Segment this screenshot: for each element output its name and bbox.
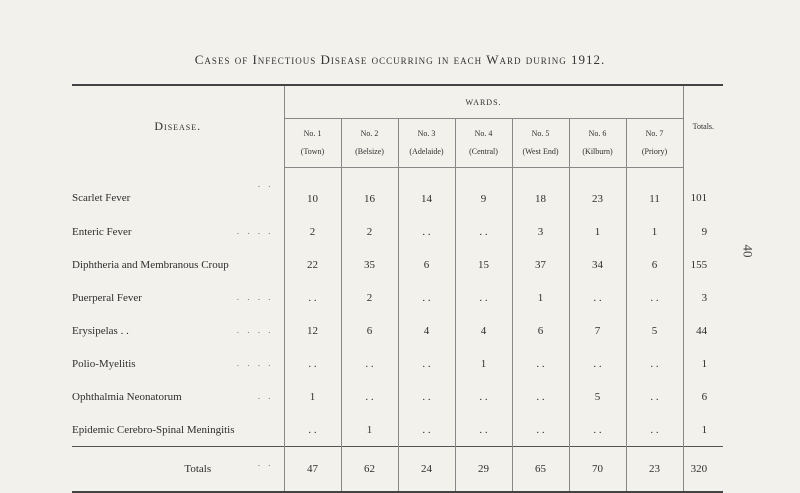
ward-value-cell: . . [455,380,512,413]
ward-value-cell: 6 [512,314,569,347]
row-total-cell: 155 [690,258,708,271]
ward-value-cell: . . [512,413,569,447]
table-row [72,281,723,314]
ward-value-cell: . . [626,347,683,380]
ward-value-cell: 1 [455,347,512,380]
disease-column-header: Disease. [72,85,284,168]
row-total-cell: 101 [690,192,708,205]
disease-name-cell [72,413,284,447]
disease-name: Scarlet Fever [72,192,131,205]
ward-value-cell: . . [626,413,683,447]
leader-dots: . . . . [236,226,274,236]
totals-column-header: Totals. [692,122,715,132]
ward-value-cell: . . [455,215,512,248]
disease-name: Puerperal Fever [72,291,142,304]
ward-column-header [284,119,341,168]
table-row [72,248,723,281]
row-total-cell: 320 [683,447,723,493]
ward-value-cell: 29 [455,447,512,493]
ward-value-cell: 11 [626,168,683,216]
ward-value-cell: 24 [398,447,455,493]
ward-number: No. 6 [588,129,607,138]
ward-name: (Town) [300,147,325,156]
ward-number: No. 3 [417,129,436,138]
totals-row [72,447,723,493]
disease-name-cell [72,347,284,380]
disease-name-cell [72,168,284,216]
ward-value-cell: . . [284,413,341,447]
ward-value-cell: . . [455,281,512,314]
ward-number: No. 2 [360,129,379,138]
ward-value-cell: . . [512,347,569,380]
ward-value-cell: . . [455,413,512,447]
ward-value-cell: 34 [569,248,626,281]
table-row [72,413,723,447]
disease-name: Erysipelas . . [72,324,129,337]
page-number: 40 [740,244,756,258]
ward-value-cell: 62 [341,447,398,493]
ward-value-cell: . . [284,347,341,380]
ward-value-cell: 14 [398,168,455,216]
disease-name-cell [72,380,284,413]
ward-value-cell: . . [626,380,683,413]
table-row [72,215,723,248]
ward-value-cell: . . [398,413,455,447]
ward-value-cell: 1 [512,281,569,314]
ward-name: (Kilburn) [582,147,613,156]
totals-label-cell [72,447,284,493]
row-total-cell: 44 [696,324,708,337]
ward-column-header [398,119,455,168]
ward-column-header [455,119,512,168]
ward-value-cell: 18 [512,168,569,216]
ward-value-cell: 2 [341,215,398,248]
ward-value-cell: 6 [626,248,683,281]
disease-name: Polio-Myelitis [72,357,136,370]
ward-name: (Priory) [641,147,668,156]
ward-value-cell: 22 [284,248,341,281]
ward-value-cell: . . [626,281,683,314]
ward-value-cell: 2 [341,281,398,314]
leader-dots: . . [257,391,274,401]
ward-value-cell: 6 [398,248,455,281]
ward-value-cell: 5 [626,314,683,347]
ward-value-cell: . . [512,380,569,413]
ward-value-cell: 23 [569,168,626,216]
ward-number: No. 1 [303,129,322,138]
totals-label: Totals [184,463,212,475]
ward-value-cell: 35 [341,248,398,281]
ward-name: (Central) [469,147,498,156]
disease-name: Enteric Fever [72,225,132,238]
ward-value-cell: 37 [512,248,569,281]
table-title: Cases of Infectious Disease occurring in each Ward during 1912. [194,52,606,67]
ward-column-header [569,119,626,168]
ward-value-cell: 9 [455,168,512,216]
ward-value-cell: 1 [626,215,683,248]
ward-value-cell: 4 [398,314,455,347]
ward-name: (West End) [522,147,559,156]
ward-value-cell: 1 [284,380,341,413]
ward-value-cell: . . [398,281,455,314]
leader-dots: . . [257,458,274,468]
ward-number: No. 7 [645,129,664,138]
ward-name: (Belsize) [355,147,384,156]
ward-column-header [341,119,398,168]
ward-value-cell: 12 [284,314,341,347]
leader-dots: . . . . [236,292,274,302]
ward-value-cell: 4 [455,314,512,347]
ward-value-cell: . . [398,215,455,248]
wards-group-header: WARDS. [284,85,683,119]
leader-dots: . . [257,178,274,189]
ward-value-cell: 3 [512,215,569,248]
row-total-cell: 3 [701,291,708,304]
ward-number: No. 4 [474,129,493,138]
ward-value-cell: 65 [512,447,569,493]
ward-value-cell: 1 [341,413,398,447]
ward-number: No. 5 [531,129,550,138]
disease-name-cell [72,248,284,281]
ward-value-cell: 70 [569,447,626,493]
disease-name-cell [72,314,284,347]
ward-value-cell: 10 [284,168,341,216]
disease-name: Diphtheria and Membranous Croup [72,258,229,271]
row-total-cell: 9 [701,225,708,238]
ward-value-cell: . . [341,347,398,380]
ward-value-cell: 15 [455,248,512,281]
ward-value-cell: 16 [341,168,398,216]
table-row [72,168,723,216]
disease-name-cell [72,215,284,248]
row-total-cell: 1 [701,357,708,370]
table-row [72,380,723,413]
ward-value-cell: . . [398,347,455,380]
ward-value-cell: 7 [569,314,626,347]
ward-value-cell: 5 [569,380,626,413]
ward-value-cell: 6 [341,314,398,347]
ward-value-cell: 47 [284,447,341,493]
leader-dots: . . . . [236,325,274,335]
ward-name: (Adelaide) [409,147,444,156]
disease-name: Ophthalmia Neonatorum [72,390,182,403]
disease-name: Epidemic Cerebro-Spinal Meningitis [72,423,235,436]
leader-dots: . . . . [236,358,274,368]
table-row [72,347,723,380]
ward-value-cell: . . [569,281,626,314]
ward-column-header [512,119,569,168]
table-body [72,168,723,493]
ward-value-cell: . . [341,380,398,413]
ward-value-cell: . . [569,347,626,380]
row-total-cell: 6 [701,390,708,403]
table-row [72,314,723,347]
ward-value-cell: . . [284,281,341,314]
disease-name-cell [72,281,284,314]
ward-column-header [626,119,683,168]
row-total-cell: 1 [701,423,708,436]
ward-value-cell: . . [569,413,626,447]
ward-value-cell: . . [398,380,455,413]
disease-ward-table [72,84,723,493]
ward-value-cell: 2 [284,215,341,248]
ward-value-cell: 23 [626,447,683,493]
ward-value-cell: 1 [569,215,626,248]
